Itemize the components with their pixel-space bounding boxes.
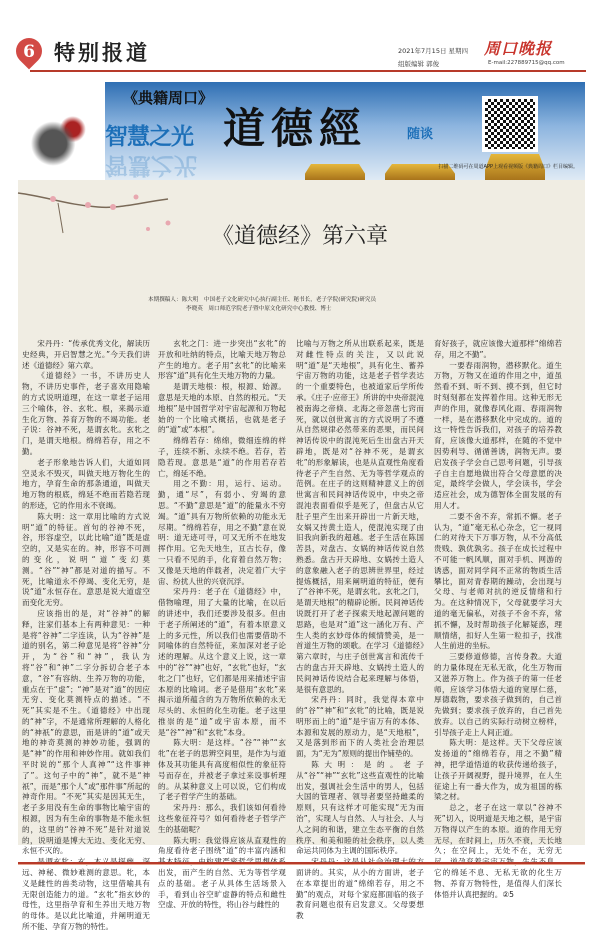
article-paragraph: 陈大明：是这样。“谷”“神”“玄牝”在老子的思辨空间里，是作为与道体及其功能具有高度相似性的象征符号而存在，并被老子拿过来设事析理的。从某种意义上可以说，它们构成了老子哲学产生的基础。	[158, 738, 286, 802]
article-paragraph: 总之，老子在这一章以“谷神不死”切入，说明道是天地之根，是宇宙万物得以产生的本原。道的作用无穷无尽，在时间上，历久不衰，天长地久；在空间上，无处不在，无穷无 它的绵延不息、无私无欲的化生万物、养育万物特性，是值得人们深长体悟并认真把握的。②5	[434, 803, 562, 899]
article-paragraph: 《道德经》一书，不讲历史人物，不讲历史事件，老子喜欢用隐喻的方式说明道理，在这一章老子运用三个喻体，谷、玄牝、根，来揭示道生化万物、养育万物的不竭功能。老子说：谷神不死，是谓玄牝。玄牝之门，是谓天地根。绵绵若存，用之不勤。	[22, 371, 150, 456]
qr-caption: 扫描二维码可在周道APP上观看视频版《典籍周口》栏目编辑。	[438, 164, 578, 170]
article-paragraph: 绵绵若存：绵绵，微细连绵的样子，连续不断、永续不绝。若存，若隐若现。意思是“道”的作用若存若亡，绵延不绝。	[158, 436, 286, 478]
article-title: 《道德经》第六章	[211, 224, 388, 249]
editor-credit: 组版编辑 郭俊	[398, 60, 440, 68]
contact-email: E-mail:227889715@qq.com	[488, 60, 565, 66]
article-byline	[148, 296, 376, 314]
issue-date: 2021年7月15日 星期四	[398, 47, 469, 55]
banner-wisdom: 智慧之光	[105, 124, 193, 150]
article-paragraph: 陈大明：我觉得应该从直观性的角度看待老子围绕“道”的丰富内涵和 出发，而产生的自然、无为等哲学观点的基础。老子从具体生活场景入手，看到山谷空旷虚静的特点和雌性空虚、开放的特性，将山谷与雌性的	[158, 835, 286, 910]
article-paragraph: 陈大明：这一章用比喻的方式说明“道”的特征。首句的谷神不死，谷，形容虚空，以此比喻“道”既是虚空的，又是实在的。神，形容不可测的变化，说明“道”变幻莫测。“谷”“神”都是对道的描写。不死，比喻道永不停竭、变化无穷，是说“道”永恒存在。意思是说大道虚空而变化无穷。	[22, 511, 150, 608]
article-paragraph: 玄牝之门：进一步突出“玄牝”的开放和吐纳的特点，比喻天地万物总产生的地方。老子用“玄牝”的比喻来形容“道”具有化生天地万物的力量。	[158, 339, 286, 381]
banner-book-title: 道德經	[223, 104, 368, 153]
page-header	[14, 38, 586, 72]
article-paragraph: 比喻与万物之所从出联系起来，既是对雌性特点的关注，又以此说明“道”是“天地根”，具有化生、蓄养宇宙万物的功能，这是老子哲学表达的一个重要特色，也被道家后学所传承。《庄子·应帝王》所讲的中央帝混沌被南海之帝倏、北海之帝忽凿七窍而死，就以创世寓言的方式说明了不遵从自然规律必然带来的恶果，而民间神话传说中的混沌死后生出盘古开天辟地，既是对“谷神不死，是谓玄牝”的形象解读，也是从直观性角度看待老子产生自然、无为等哲学观点的范例。在庄子的这则精神意义上的创世寓言和民间神话传说中，中央之帝混沌表面看似乎是死了，但盘古从它肚子里产生出来开辟出一片新天地，女娲又抟黄土造人，使混沌实现了由旧我向新我的超越。老子生活在陈国苦县，对盘古、女娲的神话传说自然熟悉。盘古开天辟地、女娲抟土造人的意象融入老子的思辨世界里，经过提炼概括，用来阐明道的特征，便有了“谷神不死，是谓玄牝。玄牝之门，是谓天地根”的精辟论断。民间神话传说既打开了老子探索天地起源问题的思路，也是对“道”这一涵化万有、产生人类的玄妙母体的倾情赞美，是一首道生万物的颂歌。在学习《道德经》第六章时，与庄子创世寓言和流传千古的盘古开天辟地、女娲抟土造人的民间神话传说结合起来理解与体悟，是很有意思的。	[296, 339, 424, 694]
banner-suffix: 随谈	[407, 127, 434, 142]
banner-series: 《典籍周口》	[123, 89, 214, 107]
page-number: 6	[23, 42, 35, 62]
article-paragraph: 育好孩子，就应该像大道那样“绵绵若存，用之不勤”。	[434, 339, 562, 359]
article-column-2	[158, 339, 286, 911]
article-paragraph: 宋丹丹：同时，我觉得本章中的“谷”“神”和“玄牝”的比喻，既是说明形而上的“道”是宇宙万有的本体、本源和发展的原动力，是“天地根”，又是落到形而下的人类社会治理层面，为“无为”原则的提出作铺垫的。	[296, 695, 424, 759]
column-banner	[105, 82, 585, 180]
article-paragraph: 宋丹丹：“传承优秀文化，解读历史经典，开启智慧之光。”今天我们讲述《道德经》第六章。	[22, 339, 150, 370]
article-paragraph: 宋丹丹：老子在《道德经》中，借物喻理，用了大量的比喻，在以后的讲述中，我们还要涉及很多。但由于老子所阐述的“道”，有着本原意义上的多元性，所以我们也需要借助不同喻体的自然特征，来加深对老子论述的理解。从这个意义上说，这一章中的“谷”“神”也好，“玄牝”也好，“玄牝之门”也好，它们都是用来描述宇宙本原的比喻词。老子是借用“玄牝”来揭示道所蕴含的为万物所依赖的永无尽头的、永恒的化生功能。老子这里推崇的是“道”或宇宙本原，而不是“谷”“神”和“玄牝”本身。	[158, 587, 286, 737]
banner-wisdom-reflection: 智慧之光	[105, 152, 197, 178]
article-paragraph: 陈大明：是这样。天下父母应该发扬道的“绵绵若存，用之不勤”精神，把学道悟道的收获传递给孩子，让孩子开阔视野，提升境界，在人生征途上有一番大作为，成为祖国的栋梁之材。	[434, 738, 562, 802]
article-paragraph: 远、神秘、微妙难测的意思。牝，本义是雌性的兽类动物，这里借喻具有无限创造能力的道。“玄牝”指玄妙的母性，这里指孕育和生养出天地万物的母体。是以此比喻道，并阐明道无所不能、孕育万物的特性。	[22, 868, 150, 932]
newspaper-logo: 周口晚报	[484, 39, 553, 58]
article-column-3	[296, 339, 424, 922]
header-divider	[30, 70, 586, 72]
article-paragraph: 三要修道修德，言传身教。大道的力量体现在无私无欲，化生万物而又滋养万物上。作为孩子的第一任老师，应该学习体悟大道的宽厚仁慈，厚德载物，要求孩子做到的，自己首先做到；要求孩子放弃的，自己首先放弃。以自己的实际行动树立榜样，引导孩子走上人间正道。	[434, 652, 562, 737]
ink-painting-figure	[22, 86, 100, 182]
qr-code[interactable]	[482, 96, 538, 152]
palace-roof-icon	[305, 164, 365, 180]
article-paragraph: 宋丹丹：那么，我们该如何看待这些象征符号？如何看待老子哲学产生的基础呢？	[158, 803, 286, 834]
footer-divider	[18, 862, 585, 865]
byline-line: 李晓英 周口师范学院老子暨中原文化研究中心教授、博士	[186, 306, 332, 312]
article-paragraph: 是谓天地根：根，根源、始源。意思是天地的本原、自然的根元。“天地根”是中国哲学对宇宙起源和万物起始的一个比喻式概括，也就是老子的“道”或“本根”。	[158, 382, 286, 435]
article-paragraph: 面讲的。其实，从小的方面讲，老子在本章提出的道“绵绵若存，用之不勤”的观点，对每个家庭都面临的孩子教育问题也很有启发意义。父母要想教	[296, 868, 424, 921]
article-paragraph: 陈大明：是的。老子从“谷”“神”“玄牝”这些直观性的比喻出发，强调社会生活中的男人，包括大国的管理者、领导者要坚持雌柔的原则，只有这样才可能实现“无为而治”，实现人与自然、人与社会、人与人之间的和谐，建立生态平衡的自然秩序、和美和睦的社会秩序，以人类命运共同体为主调的国际秩序。	[296, 760, 424, 856]
article-paragraph: 应该指出的是，对“谷神”的解释，注家们基本上有两种意见：一种是将“谷神”二字连读，认为“谷神”是道的别名，第二种意见是将“谷神”分开，为“谷”和“神”，我认为将“谷”和“神”二字分拆切合老子本意，“谷”有容纳、生养万物的功能，重点在于“虚”；“神”是对“道”的因应无穷、变化莫测特点的描述。“不死”其实是不生。《道德经》中出现的“神”字，不是通常所理解的人格化的“神祇”的意思，而是讲的“道”或天地的神奇莫测的神妙功能，强调的是“神”的作用和神妙作用。就如我们平时说的“那个人真神”“这件事神了”。这句子中的“神”，就不是“神祇”，而是“那个人”或“那件事”所起的神奇作用。“不死”其实是因其无生，老子多用没有生命的事物比喻宇宙的根源，因为有生命的事物是不能永恒的，这里的“谷神不死”是针对道说的，说明道是博大无边、变化无穷、永恒不灭的。	[22, 608, 150, 856]
article-column-1	[22, 339, 150, 933]
article-paragraph: 一要春雨润物，潜移默化。道生万物，万物又在道的作用之中，道虽然看不到、听不到、摸不到，但它时时刻刻都在发挥着作用。这种无形无声的作用，就像春风化雨、春雨润物一样，是在潜移默化中完成的。道的这一特性告诉我们，对孩子的培养教育，应该像大道那样，在随的不觉中因势利导、循循善诱，润物无声。要启发孩子学会自己思考问题，引导孩子自主自愿地做出符合父母意愿的决定，最终学会做人，学会读书，学会适应社会，成为德智体全面发展的有用人才。	[434, 360, 562, 510]
article-paragraph: 用之不勤：用，运行、运动。勤，通“尽”，有弱小、穷竭的意思。“不勤”意思是“道”的能量永不穷竭。“道”具有万物所依赖的功能永无尽期。“绵绵若存，用之不勤”意在说明：道无迹可寻，可又无所不在地发挥作用。它先天地生，亘古长存，像一只看不见的手，化育着自然万物；又像是天地的伴载者，决定着广大宇宙、纷扰人世的兴衰沉浮。	[158, 479, 286, 586]
article-column-4	[434, 339, 562, 900]
byline-line: 本期撰稿人：陈大明 中国老子文化研究中心执行副主任、秘书长，老子学院(研究院)研究员	[148, 297, 377, 303]
article-paragraph: 二要不舍不弃，常抓不懈。老子认为，“道”毫无私心杂念，它一视同仁的对待天下万事万物，从不分高低贵贱、孰优孰劣。孩子在成长过程中不可能一帆风顺，面对手机、网游的诱惑，面对同学间不正常的物质生活攀比，面对青春期的躁动，会出现与父母、与老师对抗的逆反情绪和行为。在这种情况下，父母就要学习大道的毫无偏私，对孩子不舍不弃，常抓不懈，及时帮助孩子化解疑惑，理顺情绪，扣好人生第一粒扣子，找准人生前进的坐标。	[434, 511, 562, 651]
section-title: 特别报道	[54, 40, 150, 65]
article-paragraph: 老子形象地告诉人们，大道如同空灵永不毁灭，叫做天地万物化生的地方，孕育生命的那条通道，叫做天地万物的根底，绵延不绝而若隐若现的形迹，它的作用永不衰竭。	[22, 457, 150, 510]
